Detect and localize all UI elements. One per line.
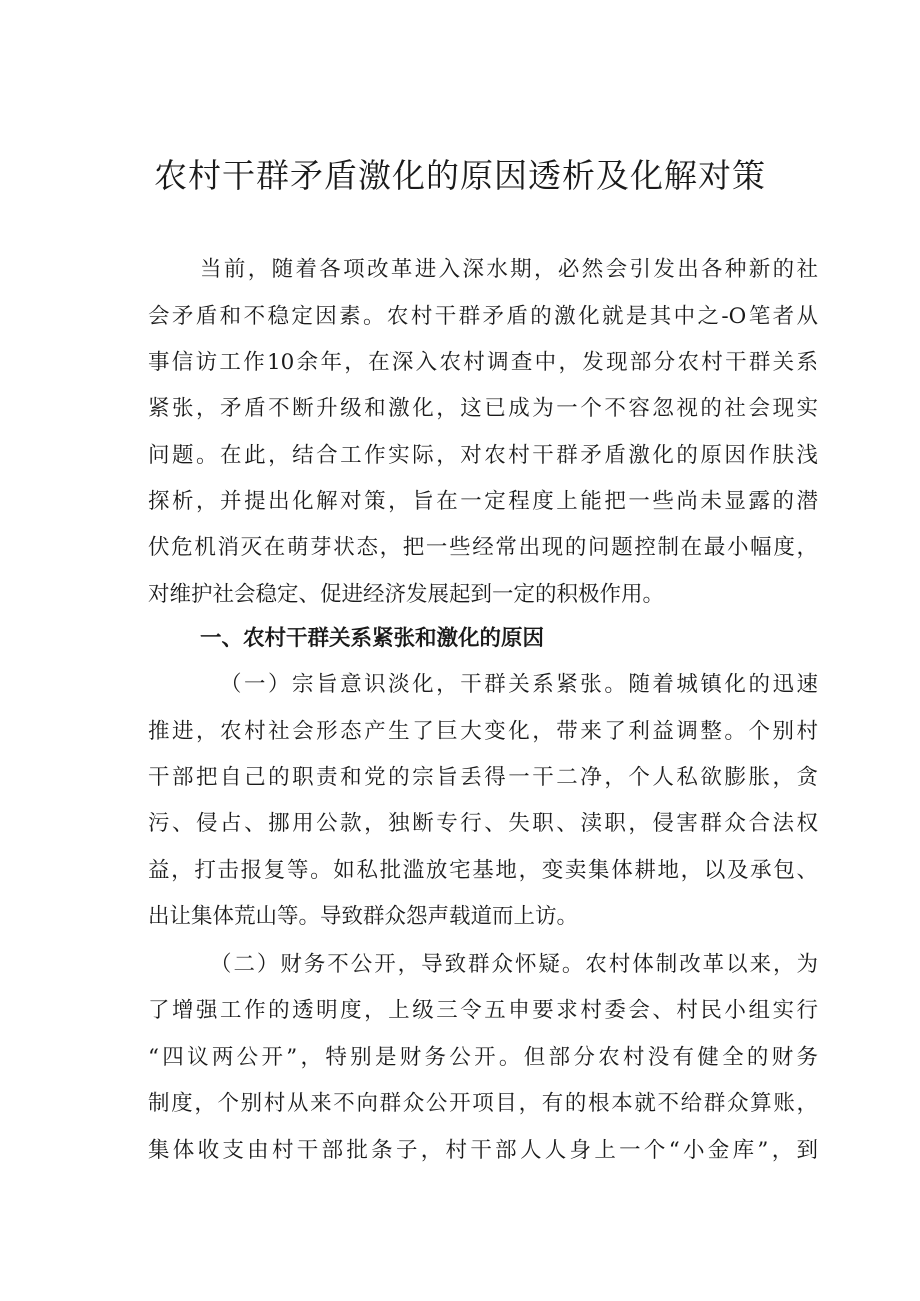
body-line: 干部把自己的职责和党的宗旨丢得一干二净，个人私欲膨胀，贪 <box>148 765 818 790</box>
body-line: 事信访工作10余年，在深入农村调查中，发现部分农村干群关系 <box>148 350 818 375</box>
body-line: 出让集体荒山等。导致群众怨声载道而上访。 <box>148 904 579 929</box>
body-line: 会矛盾和不稳定因素。农村干群矛盾的激化就是其中之-O笔者从 <box>148 304 818 329</box>
body-line: 污、侵占、挪用公款，独断专行、失职、渎职，侵害群众合法权 <box>148 811 818 836</box>
body-line: 推进，农村社会形态产生了巨大变化，带来了利益调整。个别村 <box>148 719 818 744</box>
body-line: 集体收支由村干部批条子，村干部人人身上一个“小金库”，到 <box>148 1138 818 1163</box>
body-line: （二）财务不公开，导致群众怀疑。农村体制改革以来，为 <box>210 952 818 977</box>
body-line: 对维护社会稳定、促进经济发展起到一定的积极作用。 <box>148 582 665 607</box>
body-line: （一）宗旨意识淡化，干群关系紧张。随着城镇化的迅速 <box>220 672 818 697</box>
body-line: 问题。在此，结合工作实际，对农村干群矛盾激化的原因作肤浅 <box>148 443 818 468</box>
section-heading: 一、农村干群关系紧张和激化的原因 <box>200 626 545 651</box>
body-line: 益，打击报复等。如私批滥放宅基地，变卖集体耕地，以及承包、 <box>148 858 818 883</box>
body-line: 紧张，矛盾不断升级和激化，这已成为一个不容忽视的社会现实 <box>148 396 818 421</box>
body-line: 探析，并提出化解对策，旨在一定程度上能把一些尚未显露的潜 <box>148 489 818 514</box>
body-line: 伏危机消灭在萌芽状态，把一些经常出现的问题控制在最小幅度， <box>148 535 818 560</box>
body-line: 了增强工作的透明度，上级三令五申要求村委会、村民小组实行 <box>148 998 818 1023</box>
body-line: 制度，个别村从来不向群众公开项目，有的根本就不给群众算账， <box>148 1091 818 1116</box>
document-title: 农村干群矛盾激化的原因透析及化解对策 <box>154 156 766 195</box>
body-line: “四议两公开”，特别是财务公开。但部分农村没有健全的财务 <box>148 1045 818 1070</box>
body-line: 当前，随着各项改革进入深水期，必然会引发出各种新的社 <box>200 257 818 282</box>
